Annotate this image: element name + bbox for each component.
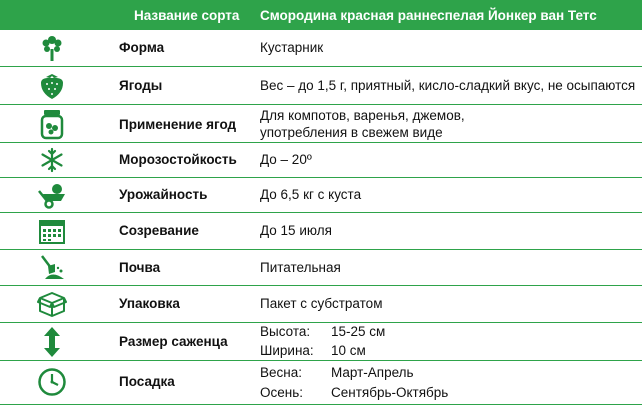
row-label: Форма [119, 40, 165, 55]
width-key: Ширина: [260, 343, 314, 358]
header-variety-name: Название сорта [134, 8, 240, 23]
jar-icon [30, 108, 74, 140]
table-row-berries [0, 67, 642, 105]
row-value: Вес – до 1,5 г, приятный, кисло-сладкий вкус, не осыпаются [260, 78, 636, 93]
tree-icon [30, 34, 74, 62]
row-label: Почва [119, 260, 161, 275]
header-variety-title: Смородина красная раннеспелая Йонкер ван Тетс [260, 8, 597, 23]
spring-key: Весна: [260, 365, 302, 380]
row-value: До – 20º [260, 152, 312, 167]
row-value: До 6,5 кг с куста [260, 187, 362, 202]
wheelbarrow-icon [30, 181, 74, 209]
row-value: Пакет с субстратом [260, 296, 383, 311]
table-row-usage [0, 105, 642, 143]
table-row-ripening [0, 213, 642, 250]
table-row-soil [0, 250, 642, 286]
row-value: Кустарник [260, 40, 324, 55]
width-value: 10 см [331, 343, 366, 358]
vertical-arrow-icon [30, 326, 74, 358]
autumn-key: Осень: [260, 385, 303, 400]
snowflake-icon [30, 147, 74, 173]
row-value: Питательная [260, 260, 341, 275]
strawberry-icon [30, 71, 74, 101]
row-label: Размер саженца [119, 334, 228, 349]
row-label: Морозостойкость [119, 152, 237, 167]
box-icon [30, 289, 74, 319]
row-label: Применение ягод [119, 117, 237, 132]
table-header [0, 0, 642, 30]
row-label: Упаковка [119, 296, 180, 311]
row-value-line-2: употребления в свежем виде [260, 125, 443, 140]
clock-icon [30, 366, 74, 398]
calendar-icon [30, 216, 74, 246]
spring-value: Март-Апрель [331, 365, 414, 380]
row-label: Ягоды [119, 78, 163, 93]
table-row-frost [0, 143, 642, 178]
row-label: Посадка [119, 374, 175, 389]
autumn-value: Сентябрь-Октябрь [331, 385, 449, 400]
shovel-icon [30, 253, 74, 281]
height-key: Высота: [260, 324, 311, 339]
table-row-seedling-size [0, 323, 642, 361]
table-row-packaging [0, 286, 642, 323]
row-value-line-1: Для компотов, варенья, джемов, [260, 108, 465, 123]
height-value: 15-25 см [331, 324, 386, 339]
table-row-planting [0, 361, 642, 405]
row-value: До 15 июля [260, 223, 332, 238]
row-label: Урожайность [119, 187, 208, 202]
table-row-form [0, 30, 642, 67]
table-row-yield [0, 178, 642, 213]
row-label: Созревание [119, 223, 199, 238]
